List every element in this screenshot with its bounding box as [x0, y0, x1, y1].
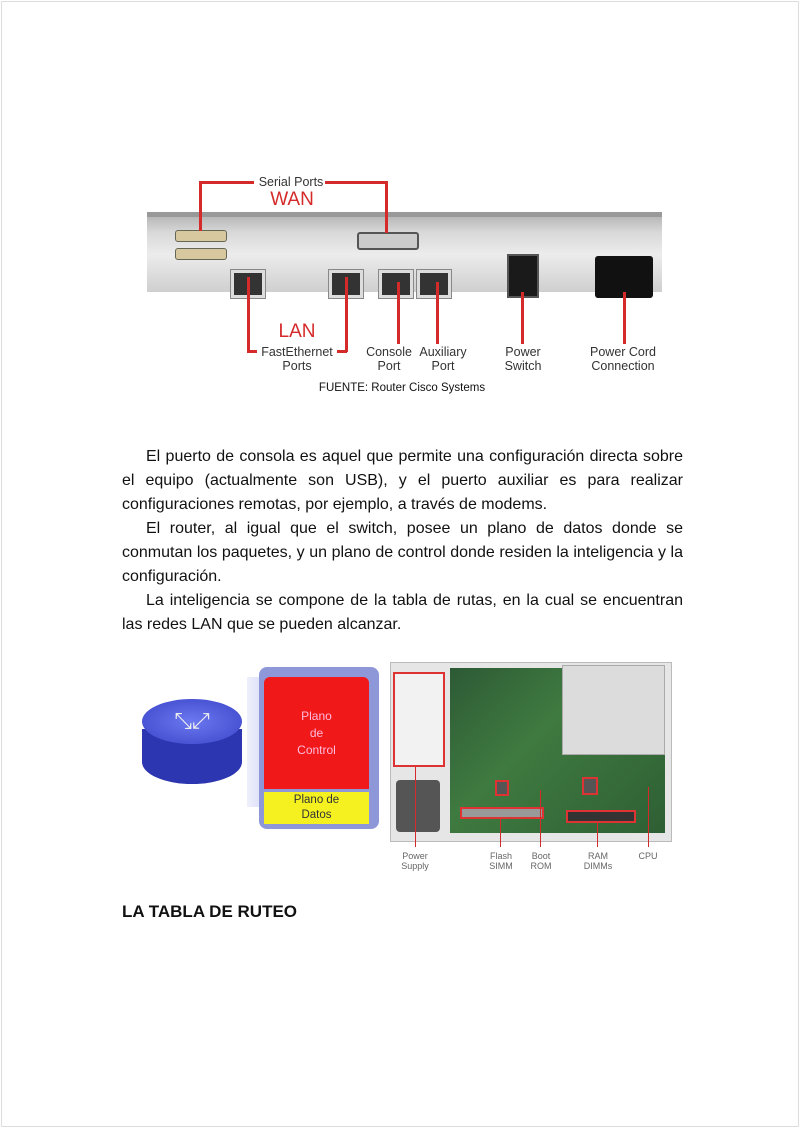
power-switch-label: Power Switch	[504, 345, 542, 373]
control-plane-box	[264, 677, 369, 789]
power-supply-label: Power Supply	[401, 851, 429, 871]
paragraph: El puerto de consola es aquel que permite una configuración directa sobre el equipo (actualmente son USB), y el puerto auxiliar es para realizar configuraciones remotas, por ejemplo, a través de modems.	[122, 448, 683, 513]
console-port-label: Console Port	[366, 345, 412, 373]
auxiliary-port	[417, 270, 451, 298]
wan-label: WAN	[270, 189, 314, 210]
figure-caption: FUENTE: Router Cisco Systems	[318, 382, 486, 394]
router-icon	[137, 689, 247, 794]
fastethernet-ports-label: FastEthernet Ports	[261, 345, 333, 373]
boot-rom	[495, 780, 509, 796]
data-plane-label: Plano de Datos	[293, 794, 340, 821]
cpu-label: CPU	[638, 851, 658, 861]
serial-ports-label: Serial Ports	[258, 175, 324, 189]
boot-rom-label: Boot ROM	[530, 851, 552, 871]
auxiliary-port-label: Auxiliary Port	[419, 345, 467, 373]
router-back-panel-figure	[147, 172, 662, 377]
fan	[396, 780, 440, 832]
flash-simm	[460, 807, 544, 819]
serial-connector	[175, 230, 227, 242]
arrows-icon: ⤡⤢	[174, 708, 210, 733]
cpu	[582, 777, 598, 795]
body-text	[122, 445, 683, 637]
data-plane-box	[264, 792, 369, 824]
serial-connector	[357, 232, 419, 250]
section-heading: LA TABLA DE RUTEO	[122, 902, 298, 921]
drive-cage	[562, 665, 665, 755]
flash-simm-label: Flash SIMM	[489, 851, 513, 871]
ram-dimms-label: RAM DIMMs	[583, 851, 613, 871]
ram-dimms	[566, 810, 636, 823]
router-planes-diagram	[137, 667, 382, 829]
console-port	[379, 270, 413, 298]
power-supply	[393, 672, 445, 767]
router-internals-photo	[390, 660, 672, 871]
control-plane-label: Plano de Control	[297, 708, 336, 757]
lan-label: LAN	[278, 321, 316, 342]
serial-connector	[175, 248, 227, 260]
paragraph: La inteligencia se compone de la tabla de rutas, en la cual se encuentran las redes LAN que se pueden alcanzar.	[122, 592, 683, 633]
paragraph: El router, al igual que el switch, posee un plano de datos donde se conmutan los paquetes, y un plano de control donde residen la inteligencia y la configuración.	[122, 520, 683, 585]
document-page	[1, 1, 799, 1127]
power-cord-label: Power Cord Connection	[590, 345, 656, 373]
